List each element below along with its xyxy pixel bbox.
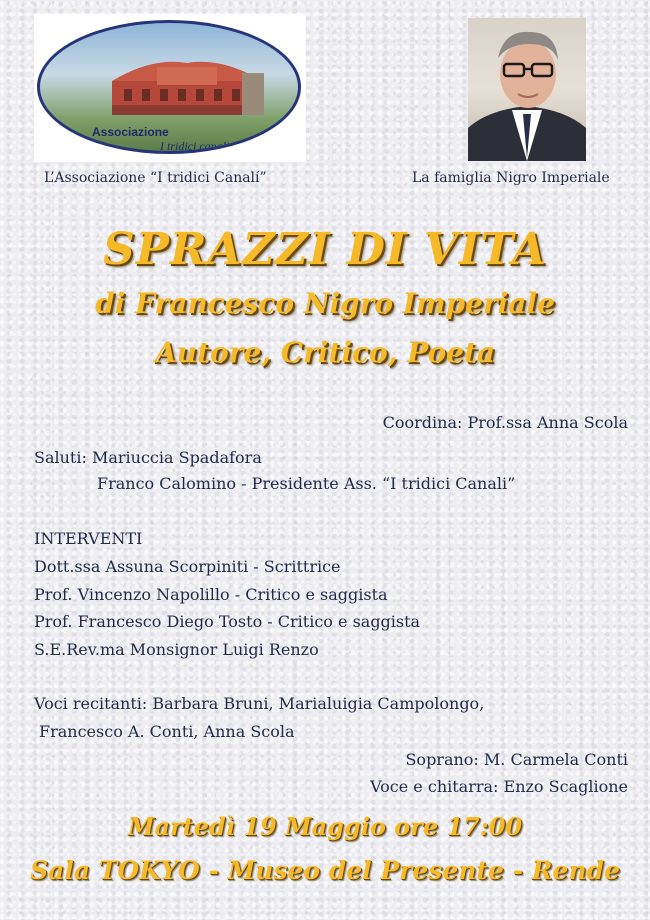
speaker-4: S.E.Rev.ma Monsignor Luigi Renzo	[34, 640, 319, 659]
voice-guitar: Voce e chitarra: Enzo Scaglione	[370, 777, 628, 796]
logo-association-name: I tridici canali	[160, 139, 230, 153]
readers-line-2: Francesco A. Conti, Anna Scola	[39, 722, 295, 741]
portrait-illustration	[468, 18, 586, 161]
speaker-3: Prof. Francesco Diego Tosto - Critico e saggista	[34, 612, 421, 631]
event-author-roles: Autore, Critico, Poeta	[154, 336, 496, 369]
fountain-illustration	[102, 53, 272, 121]
coordinator: Coordina: Prof.ssa Anna Scola	[382, 413, 628, 432]
speaker-2: Prof. Vincenzo Napolillo - Critico e saggista	[34, 585, 388, 604]
association-logo	[34, 14, 306, 162]
speeches-header: INTERVENTI	[34, 529, 143, 548]
event-title: SPRAZZI DI VITA	[103, 224, 547, 275]
event-date: Martedì 19 Maggio ore 17:00	[127, 812, 523, 841]
caption-family: La famiglia Nigro Imperiale	[412, 170, 610, 186]
greetings-line-2: Franco Calomino - Presidente Ass. “I tridici Canali”	[97, 474, 516, 493]
logo-association-word: Associazione	[92, 125, 169, 139]
soprano: Soprano: M. Carmela Conti	[405, 750, 628, 769]
logo-oval-painting	[37, 20, 301, 154]
caption-association: L’Associazione “I tridici Canalí”	[44, 170, 267, 186]
readers-line-1: Voci recitanti: Barbara Bruni, Marialuigia Campolongo,	[34, 694, 485, 713]
event-author: di Francesco Nigro Imperiale	[95, 287, 555, 320]
portrait-photo	[468, 18, 586, 161]
event-venue: Sala TOKYO - Museo del Presente - Rende	[30, 856, 620, 885]
greetings-line-1: Saluti: Mariuccia Spadafora	[34, 448, 262, 467]
speaker-1: Dott.ssa Assuna Scorpiniti - Scrittrice	[34, 557, 341, 576]
